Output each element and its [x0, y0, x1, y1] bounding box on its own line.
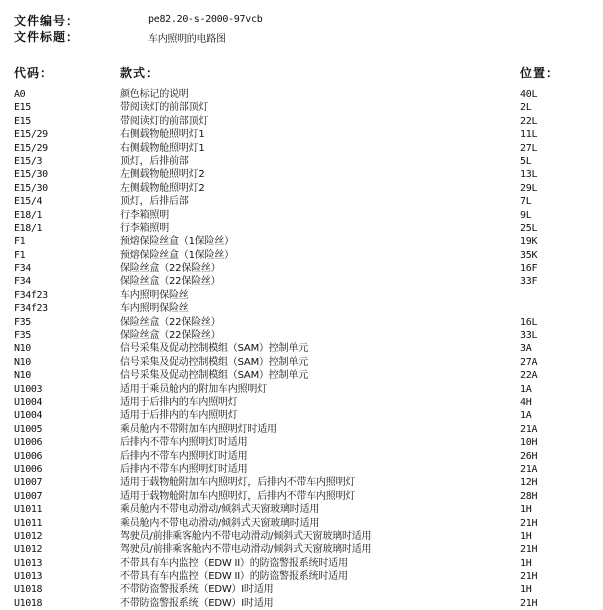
- table-row: [0, 490, 603, 503]
- row-position: 16F: [520, 263, 538, 275]
- row-code: U1013: [14, 571, 43, 583]
- table-row: [0, 302, 603, 315]
- table-row: [0, 275, 603, 288]
- doc-title-value: 车内照明的电路图: [148, 34, 226, 45]
- row-position: 21H: [520, 571, 538, 583]
- row-description: 顶灯，后排后部: [120, 196, 189, 208]
- row-position: 7L: [520, 196, 532, 208]
- row-position: 9L: [520, 209, 532, 221]
- row-code: F34f23: [14, 289, 48, 301]
- column-header-pos: 位置：: [520, 66, 560, 80]
- row-position: 13L: [520, 169, 538, 181]
- row-description: 右侧载物舱照明灯1: [120, 129, 205, 141]
- table-row: [0, 423, 603, 436]
- row-description: 左侧载物舱照明灯2: [120, 182, 205, 194]
- row-code: E15/29: [14, 129, 48, 141]
- row-code: F35: [14, 316, 31, 328]
- row-description: 信号采集及促动控制模组（SAM）控制单元: [120, 343, 309, 355]
- row-position: 22L: [520, 115, 538, 127]
- table-row: [0, 142, 603, 155]
- row-description: 保险丝盒（22保险丝）: [120, 316, 221, 328]
- table-row: [0, 436, 603, 449]
- row-code: U1004: [14, 410, 43, 422]
- column-header-desc: 款式：: [120, 66, 160, 80]
- table-row: [0, 88, 603, 101]
- row-description: 不带具有车内监控（EDW II）的防盗警报系统时适用: [120, 557, 348, 569]
- row-description: 行李箱照明: [120, 209, 169, 221]
- row-position: 1A: [520, 383, 532, 395]
- row-description: 乘员舱内不带附加车内照明灯时适用: [120, 423, 277, 435]
- row-code: U1018: [14, 584, 43, 596]
- table-row: [0, 195, 603, 208]
- table-row: [0, 128, 603, 141]
- table-row: [0, 597, 603, 610]
- table-row: [0, 342, 603, 355]
- row-position: 21H: [520, 597, 538, 609]
- table-row: [0, 383, 603, 396]
- row-description: 颜色标记的说明: [120, 89, 189, 100]
- row-code: E15/30: [14, 182, 48, 194]
- row-position: 1H: [520, 557, 532, 569]
- row-position: 40L: [520, 89, 538, 100]
- table-row: [0, 316, 603, 329]
- table-row: [0, 115, 603, 128]
- row-description: 预熔保险丝盒（1保险丝）: [120, 236, 234, 248]
- table-row: [0, 155, 603, 168]
- row-description: 顶灯，后排前部: [120, 155, 189, 167]
- table-row: [0, 329, 603, 342]
- row-description: 适用于载物舱附加车内照明灯，后排内不带车内照明灯: [120, 490, 356, 502]
- row-code: E15/29: [14, 142, 48, 154]
- table-row: [0, 168, 603, 181]
- row-description: 行李箱照明: [120, 222, 169, 234]
- row-position: 1H: [520, 504, 532, 516]
- row-position: 11L: [520, 129, 538, 141]
- table-row: [0, 356, 603, 369]
- row-description: 信号采集及促动控制模组（SAM）控制单元: [120, 370, 309, 382]
- row-description: 适用于乘员舱内的附加车内照明灯: [120, 383, 267, 395]
- row-code: U1003: [14, 383, 43, 395]
- table-row: [0, 262, 603, 275]
- row-code: E18/1: [14, 209, 43, 221]
- row-position: 1A: [520, 410, 532, 422]
- row-description: 带阅读灯的前部顶灯: [120, 102, 209, 114]
- row-description: 适用于后排内的车内照明灯: [120, 396, 238, 408]
- row-position: 35K: [520, 249, 538, 261]
- table-row: [0, 289, 603, 302]
- doc-number-value: pe82.20-s-2000-97vcb: [148, 14, 263, 25]
- row-code: U1005: [14, 423, 43, 435]
- row-position: 4H: [520, 396, 532, 408]
- column-header-code: 代码：: [14, 66, 54, 80]
- row-code: E15/3: [14, 155, 43, 167]
- row-code: N10: [14, 343, 31, 355]
- row-position: 21A: [520, 423, 538, 435]
- row-description: 不带具有车内监控（EDW II）的防盗警报系统时适用: [120, 571, 348, 583]
- row-description: 后排内不带车内照明灯时适用: [120, 463, 248, 475]
- row-position: 29L: [520, 182, 538, 194]
- row-code: E15: [14, 102, 31, 114]
- row-code: U1011: [14, 504, 43, 516]
- row-position: 3A: [520, 343, 532, 355]
- row-position: 33L: [520, 330, 538, 342]
- row-position: 10H: [520, 437, 538, 449]
- row-description: 保险丝盒（22保险丝）: [120, 330, 221, 342]
- row-description: 驾驶员/前排乘客舱内不带电动滑动/倾斜式天窗玻璃时适用: [120, 544, 372, 556]
- doc-number-label: 文件编号：: [14, 14, 80, 28]
- row-description: 适用于载物舱附加车内照明灯，后排内不带车内照明灯: [120, 477, 356, 489]
- row-code: A0: [14, 89, 26, 100]
- row-code: U1013: [14, 557, 43, 569]
- row-code: U1006: [14, 463, 43, 475]
- row-code: U1007: [14, 477, 43, 489]
- row-position: 22A: [520, 370, 538, 382]
- table-row: [0, 517, 603, 530]
- row-description: 后排内不带车内照明灯时适用: [120, 437, 248, 449]
- row-description: 信号采集及促动控制模组（SAM）控制单元: [120, 356, 309, 368]
- row-position: 12H: [520, 477, 538, 489]
- row-code: F34: [14, 276, 31, 288]
- row-code: U1004: [14, 396, 43, 408]
- row-position: 27L: [520, 142, 538, 154]
- row-description: 车内照明保险丝: [120, 289, 189, 301]
- table-row: [0, 503, 603, 516]
- row-description: 不带防盗警报系统（EDW）I时适用: [120, 597, 274, 609]
- row-description: 后排内不带车内照明灯时适用: [120, 450, 248, 462]
- table-row: [0, 235, 603, 248]
- row-code: E15/4: [14, 196, 43, 208]
- table-row: [0, 543, 603, 556]
- row-code: N10: [14, 356, 31, 368]
- row-description: 车内照明保险丝: [120, 303, 189, 315]
- row-description: 适用于后排内的车内照明灯: [120, 410, 238, 422]
- row-description: 保险丝盒（22保险丝）: [120, 276, 221, 288]
- row-description: 右侧载物舱照明灯1: [120, 142, 205, 154]
- row-position: 25L: [520, 222, 538, 234]
- row-position: 26H: [520, 450, 538, 462]
- row-position: 21H: [520, 517, 538, 529]
- table-row: [0, 463, 603, 476]
- row-code: U1018: [14, 597, 43, 609]
- component-table: [0, 88, 603, 610]
- row-description: 左侧载物舱照明灯2: [120, 169, 205, 181]
- table-row: [0, 409, 603, 422]
- row-code: F1: [14, 236, 26, 248]
- row-code: E15: [14, 115, 31, 127]
- table-row: [0, 101, 603, 114]
- row-code: U1012: [14, 544, 43, 556]
- row-code: E18/1: [14, 222, 43, 234]
- row-description: 带阅读灯的前部顶灯: [120, 115, 209, 127]
- row-position: 2L: [520, 102, 532, 114]
- table-row: [0, 222, 603, 235]
- row-position: 16L: [520, 316, 538, 328]
- table-row: [0, 182, 603, 195]
- row-position: 1H: [520, 584, 532, 596]
- row-description: 预熔保险丝盒（1保险丝）: [120, 249, 234, 261]
- row-code: N10: [14, 370, 31, 382]
- row-description: 保险丝盒（22保险丝）: [120, 263, 221, 275]
- row-position: 27A: [520, 356, 538, 368]
- table-row: [0, 209, 603, 222]
- row-position: 19K: [520, 236, 538, 248]
- row-position: 21A: [520, 463, 538, 475]
- row-code: F35: [14, 330, 31, 342]
- table-row: [0, 570, 603, 583]
- row-position: 33F: [520, 276, 538, 288]
- row-code: U1006: [14, 450, 43, 462]
- row-position: 5L: [520, 155, 532, 167]
- row-code: U1011: [14, 517, 43, 529]
- row-position: 1H: [520, 530, 532, 542]
- row-position: 21H: [520, 544, 538, 556]
- row-description: 驾驶员/前排乘客舱内不带电动滑动/倾斜式天窗玻璃时适用: [120, 530, 372, 542]
- row-code: F34f23: [14, 303, 48, 315]
- table-row: [0, 583, 603, 596]
- row-description: 乘员舱内不带电动滑动/倾斜式天窗玻璃时适用: [120, 517, 320, 529]
- table-row: [0, 396, 603, 409]
- row-description: 乘员舱内不带电动滑动/倾斜式天窗玻璃时适用: [120, 504, 320, 516]
- row-code: U1006: [14, 437, 43, 449]
- table-row: [0, 530, 603, 543]
- row-code: U1012: [14, 530, 43, 542]
- table-row: [0, 557, 603, 570]
- row-code: U1007: [14, 490, 43, 502]
- doc-title-label: 文件标题：: [14, 30, 80, 44]
- table-row: [0, 369, 603, 382]
- table-row: [0, 249, 603, 262]
- row-code: F1: [14, 249, 26, 261]
- row-description: 不带防盗警报系统（EDW）I时适用: [120, 584, 274, 596]
- row-position: 28H: [520, 490, 538, 502]
- row-code: E15/30: [14, 169, 48, 181]
- table-row: [0, 450, 603, 463]
- row-code: F34: [14, 263, 31, 275]
- table-row: [0, 476, 603, 489]
